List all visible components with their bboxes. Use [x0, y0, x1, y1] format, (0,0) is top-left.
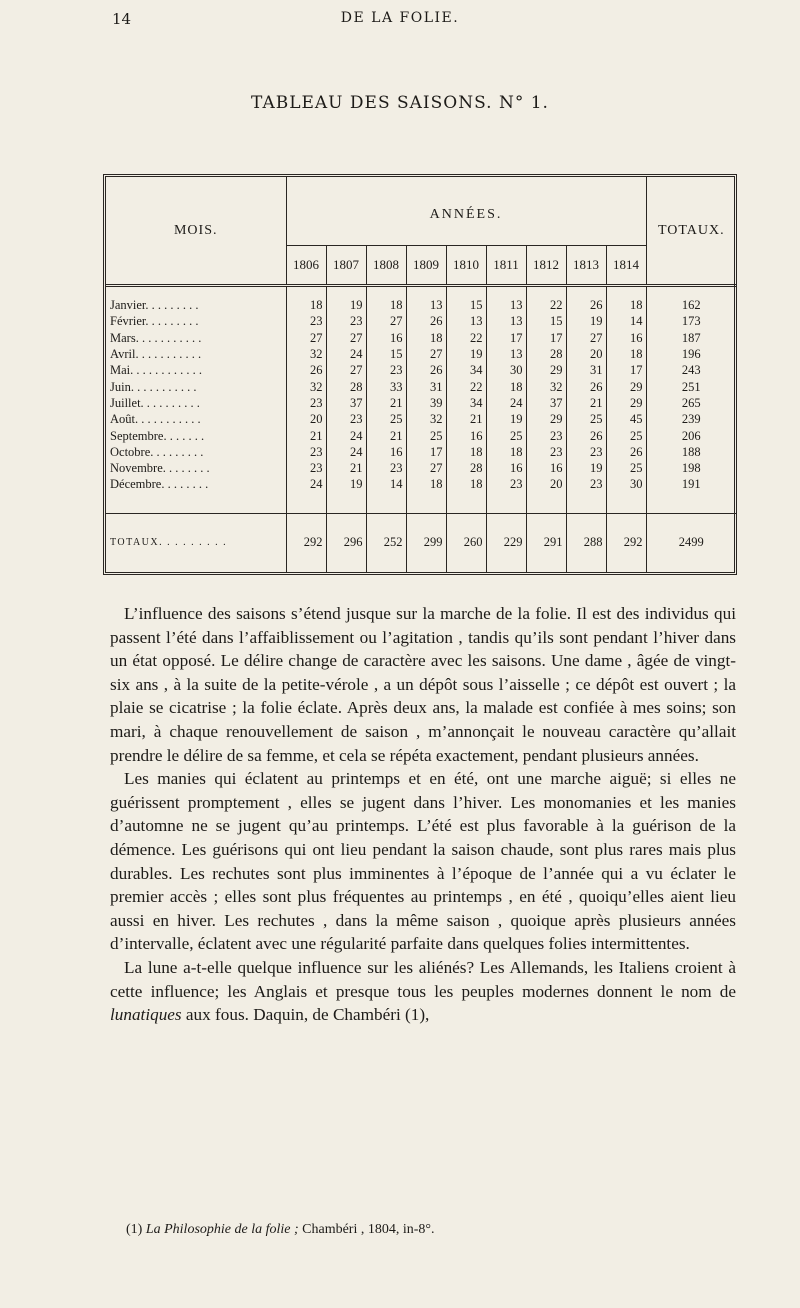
- table-cell: 15: [366, 346, 406, 362]
- table-cell: 23: [566, 444, 606, 460]
- table-row: [106, 476, 736, 513]
- emphasis-lunatiques: lunatiques: [110, 1005, 182, 1025]
- table-cell: 32: [286, 346, 326, 362]
- table-cell: 25: [486, 427, 526, 443]
- table-cell: 29: [526, 362, 566, 378]
- table-cell: 21: [366, 395, 406, 411]
- table-cell: 13: [446, 313, 486, 329]
- table-row: [106, 427, 736, 443]
- table-cell: 27: [406, 460, 446, 476]
- table-cell: 19: [486, 411, 526, 427]
- table-row: [106, 378, 736, 394]
- totals-row: [106, 513, 736, 572]
- column-header-mois: MOIS.: [173, 222, 218, 238]
- table-cell: 18: [486, 378, 526, 394]
- month-label: Octobre. . . . . . . . .: [110, 444, 204, 459]
- table-cell: 20: [566, 346, 606, 362]
- footnote-title: La Philosophie de la folie ;: [145, 1222, 299, 1237]
- table-cell: 19: [446, 346, 486, 362]
- table-cell: 17: [606, 362, 646, 378]
- table-cell: 23: [286, 460, 326, 476]
- table-cell: 32: [286, 378, 326, 394]
- table-cell: 27: [406, 346, 446, 362]
- table-cell: 24: [326, 427, 366, 443]
- paragraph: Les manies qui éclatent au printemps et en été, ont une marche aiguë; si elles ne guérissent promptement , elles se jugent dans l’hiver. Les monomanies et les manies d’automne ne se jugent qu’au printemps. L’été est plus favorable à la guérison de la démence. Les guérisons qui ont lieu pendant la saison chaude, sont plus rares mais plus durables. Les rechutes sont plus imminentes à l’époque de l’année qui a vu éclater le premier accès ; elles sont plus fréquentes au printemps , en été , quoiqu’elles aient lieu aussi en hiver. Les rechutes , dans la même saison , quoique après plusieurs années d’intervalle, éclatent avec une régularité parfaite dans quelques folies intermittentes.: [110, 769, 736, 954]
- table-cell: 23: [286, 395, 326, 411]
- table-cell: 26: [406, 313, 446, 329]
- table-cell: 16: [606, 330, 646, 346]
- year-header-1814: 1814: [606, 246, 646, 286]
- table-cell: 31: [406, 378, 446, 394]
- table-cell: 27: [326, 330, 366, 346]
- table-cell: 33: [366, 378, 406, 394]
- table-cell: 18: [486, 444, 526, 460]
- table-row: [106, 411, 736, 427]
- year-total: 288: [566, 513, 606, 572]
- table-cell: 22: [446, 330, 486, 346]
- table-row: [106, 330, 736, 346]
- table-row: [106, 362, 736, 378]
- table-cell: 17: [486, 330, 526, 346]
- month-label: Juillet. . . . . . . . . .: [110, 395, 200, 410]
- table-cell: 32: [406, 411, 446, 427]
- table-cell: 25: [606, 427, 646, 443]
- row-total: 196: [646, 346, 736, 362]
- table-cell: 28: [326, 378, 366, 394]
- table-cell: 25: [606, 460, 646, 476]
- table-cell: 25: [406, 427, 446, 443]
- month-label: Février. . . . . . . . .: [110, 314, 199, 329]
- year-header-1812: 1812: [526, 246, 566, 286]
- table-cell: 18: [606, 346, 646, 362]
- grand-total: 2499: [646, 513, 736, 572]
- footnote-rest: Chambéri , 1804, in-8°.: [302, 1222, 435, 1237]
- table-cell: 18: [366, 287, 406, 313]
- table-cell: 16: [366, 444, 406, 460]
- year-total: 296: [326, 513, 366, 572]
- row-total: 251: [646, 378, 736, 394]
- table-cell: 23: [366, 362, 406, 378]
- month-label: Mai. . . . . . . . . . . .: [110, 363, 203, 378]
- table-cell: 19: [566, 313, 606, 329]
- table-cell: 23: [326, 313, 366, 329]
- row-total: 206: [646, 427, 736, 443]
- table-cell: 25: [566, 411, 606, 427]
- paragraph: L’influence des saisons s’étend jusque sur la marche de la folie. Il est des individus qui passent l’été dans l’affaiblissement ou l’agitation , tandis qu’ils sont pendant l’hiver dans un état opposé. Le délire change de caractère avec les saisons. Une dame , âgée de vingt-six ans , à la suite de la petite-vérole , a un dépôt sous l’aisselle ; ce dépôt est ouvert ; la plaie se cicatrise ; la folie éclate. Après deux ans, la malade est confiée à mes soins; son mari, à chaque renouvellement de saison , m’annonçait le nouveau caractère qu’allait prendre le délire de sa femme, et cela se répéta exactement, pendant plusieurs années.: [110, 604, 736, 765]
- table-cell: 25: [366, 411, 406, 427]
- row-total: 173: [646, 313, 736, 329]
- table-cell: 16: [446, 427, 486, 443]
- table-cell: 26: [406, 362, 446, 378]
- body-text: [110, 602, 736, 1027]
- table-cell: 26: [566, 287, 606, 313]
- table-cell: 29: [606, 378, 646, 394]
- table-cell: 18: [446, 444, 486, 460]
- table-cell: 14: [366, 476, 406, 513]
- year-total: 229: [486, 513, 526, 572]
- table-cell: 23: [286, 444, 326, 460]
- table-cell: 29: [606, 395, 646, 411]
- table-row: [106, 313, 736, 329]
- year-header-1807: 1807: [326, 246, 366, 286]
- table-cell: 28: [526, 346, 566, 362]
- table-cell: 39: [406, 395, 446, 411]
- table-row: [106, 444, 736, 460]
- table-cell: 19: [326, 476, 366, 513]
- table-cell: 26: [566, 378, 606, 394]
- table-cell: 21: [446, 411, 486, 427]
- table-cell: 21: [566, 395, 606, 411]
- totals-label: TOTAUX. . . . . . . . .: [106, 513, 286, 572]
- row-total: 239: [646, 411, 736, 427]
- table-cell: 21: [366, 427, 406, 443]
- row-total: 198: [646, 460, 736, 476]
- month-label: Juin. . . . . . . . . . .: [110, 379, 197, 394]
- year-header-1813: 1813: [566, 246, 606, 286]
- table-cell: 19: [566, 460, 606, 476]
- table-cell: 28: [446, 460, 486, 476]
- table-cell: 24: [326, 444, 366, 460]
- table-cell: 34: [446, 395, 486, 411]
- table-cell: 16: [366, 330, 406, 346]
- footnote: [126, 1222, 736, 1238]
- row-total: 187: [646, 330, 736, 346]
- row-total: 191: [646, 476, 736, 513]
- year-total: 299: [406, 513, 446, 572]
- table-cell: 27: [366, 313, 406, 329]
- year-total: 252: [366, 513, 406, 572]
- footnote-marker: (1): [126, 1222, 143, 1237]
- month-label: Novembre. . . . . . . .: [110, 461, 210, 476]
- month-label: Septembre. . . . . . .: [110, 428, 205, 443]
- table-cell: 23: [286, 313, 326, 329]
- table-cell: 18: [406, 476, 446, 513]
- table-cell: 23: [486, 476, 526, 513]
- year-header-1810: 1810: [446, 246, 486, 286]
- table-row: [106, 346, 736, 362]
- table-cell: 30: [486, 362, 526, 378]
- table-cell: 22: [446, 378, 486, 394]
- year-total: 260: [446, 513, 486, 572]
- table-cell: 23: [566, 476, 606, 513]
- table-cell: 18: [446, 476, 486, 513]
- table-cell: 29: [526, 411, 566, 427]
- table-row: [106, 395, 736, 411]
- page-number: 14: [112, 10, 132, 28]
- month-label: Janvier. . . . . . . . .: [110, 298, 199, 313]
- table-cell: 13: [486, 313, 526, 329]
- month-label: Décembre. . . . . . . .: [110, 477, 209, 492]
- table-cell: 13: [486, 287, 526, 313]
- table-cell: 27: [326, 362, 366, 378]
- table-cell: 18: [606, 287, 646, 313]
- column-header-annees: ANNÉES.: [286, 177, 646, 246]
- table-cell: 31: [566, 362, 606, 378]
- table-cell: 26: [606, 444, 646, 460]
- table-body: [106, 286, 736, 572]
- table-cell: 19: [326, 287, 366, 313]
- year-header-1809: 1809: [406, 246, 446, 286]
- table-cell: 15: [446, 287, 486, 313]
- table-cell: 45: [606, 411, 646, 427]
- table-cell: 34: [446, 362, 486, 378]
- table-cell: 37: [526, 395, 566, 411]
- month-label: Mars. . . . . . . . . . .: [110, 330, 202, 345]
- table-cell: 21: [286, 427, 326, 443]
- table-cell: 18: [406, 330, 446, 346]
- year-total: 292: [286, 513, 326, 572]
- row-total: 265: [646, 395, 736, 411]
- seasons-table: [103, 174, 737, 575]
- year-total: 292: [606, 513, 646, 572]
- table-cell: 13: [406, 287, 446, 313]
- running-title: DE LA FOLIE.: [340, 10, 460, 26]
- row-total: 162: [646, 287, 736, 313]
- table-cell: 22: [526, 287, 566, 313]
- year-header-1808: 1808: [366, 246, 406, 286]
- table-cell: 23: [326, 411, 366, 427]
- column-header-totaux: TOTAUX.: [646, 177, 736, 286]
- table-cell: 30: [606, 476, 646, 513]
- table-row: [106, 287, 736, 313]
- table-cell: 21: [326, 460, 366, 476]
- year-header-1811: 1811: [486, 246, 526, 286]
- row-total: 243: [646, 362, 736, 378]
- table-cell: 18: [286, 287, 326, 313]
- running-header: [0, 10, 800, 34]
- table-cell: 27: [286, 330, 326, 346]
- table-title: TABLEAU DES SAISONS. N° 1.: [251, 93, 549, 113]
- paragraph: La lune a-t-elle quelque influence sur les aliénés? Les Allemands, les Italiens croient à cette influence; les Anglais et presque tous les peuples modernes donnent le nom de lunatiques aux fous. Daquin, de Chambéri (1),: [110, 957, 736, 1025]
- table-cell: 23: [366, 460, 406, 476]
- table-cell: 24: [486, 395, 526, 411]
- table-cell: 26: [286, 362, 326, 378]
- table-row: [106, 460, 736, 476]
- table-cell: 23: [526, 427, 566, 443]
- table-cell: 20: [286, 411, 326, 427]
- month-label: Août. . . . . . . . . . .: [110, 412, 201, 427]
- table-cell: 14: [606, 313, 646, 329]
- table-cell: 37: [326, 395, 366, 411]
- month-label: Avril. . . . . . . . . . .: [110, 347, 202, 362]
- table-cell: 27: [566, 330, 606, 346]
- table-cell: 26: [566, 427, 606, 443]
- table-cell: 17: [526, 330, 566, 346]
- table-cell: 24: [326, 346, 366, 362]
- table-cell: 24: [286, 476, 326, 513]
- table-cell: 16: [486, 460, 526, 476]
- year-total: 291: [526, 513, 566, 572]
- table-cell: 32: [526, 378, 566, 394]
- table-cell: 15: [526, 313, 566, 329]
- table-cell: 23: [526, 444, 566, 460]
- row-total: 188: [646, 444, 736, 460]
- year-header-1806: 1806: [286, 246, 326, 286]
- table-cell: 17: [406, 444, 446, 460]
- table-cell: 13: [486, 346, 526, 362]
- table-cell: 20: [526, 476, 566, 513]
- table-cell: 16: [526, 460, 566, 476]
